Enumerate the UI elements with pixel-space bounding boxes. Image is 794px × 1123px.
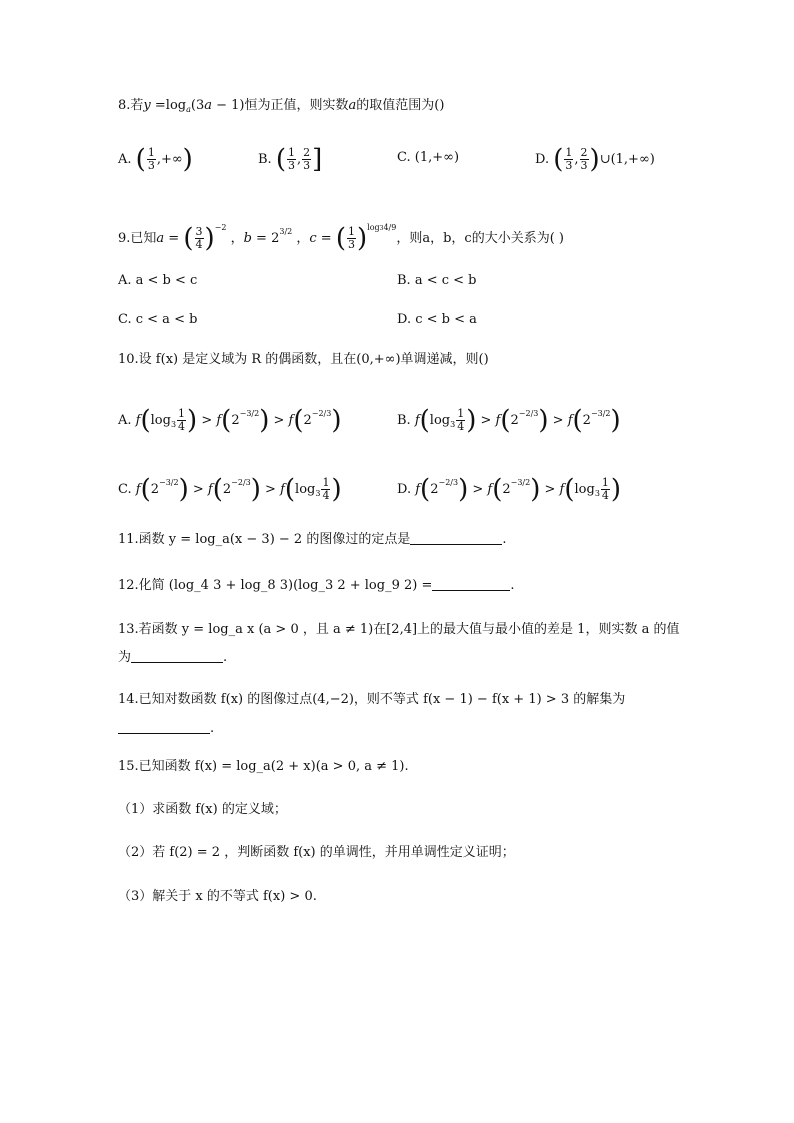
- question-14-line-1: 14.已知对数函数 f(x) 的图像过点(4,−2)，则不等式 f(x − 1) − f(x + 1) > 3 的解集为: [118, 692, 626, 707]
- q9-option-d[interactable]: D. c < b < a: [397, 312, 477, 327]
- question-13-line-1: 13.若函数 y = log_a x (a > 0 ，且 a ≠ 1)在[2,4]上的最大值与最小值的差是 1，则实数 a 的值: [118, 622, 680, 637]
- question-15-part-3: （3）解关于 x 的不等式 f(x) > 0.: [118, 889, 317, 904]
- question-12-stem: 12.化简 (log_4 3 + log_8 3)(log_3 2 + log_9 2) = .: [118, 578, 515, 593]
- q13-answer-blank[interactable]: [131, 648, 223, 663]
- q9-option-a[interactable]: A. a < b < c: [118, 273, 198, 288]
- q8-option-d[interactable]: D. ( $\frac{1}{3}$ , $\frac{2}{3}$ )∪(1,+∞): [535, 144, 655, 175]
- q10-option-c[interactable]: C. $f(2^{-3/2}) > f(2^{-2/3}) > f(\log_3$ $\frac{1}{4}$ ): [118, 474, 342, 505]
- question-11-stem: 11.函数 y = log_a(x − 3) − 2 的图像过的定点是 .: [118, 532, 507, 547]
- q8-option-c[interactable]: C. (1,+∞): [397, 150, 460, 165]
- q9-option-c[interactable]: C. c < a < b: [118, 312, 198, 327]
- q11-answer-blank[interactable]: [410, 530, 502, 545]
- question-8-stem: 8.若$y =\log_a(3a - 1)$恒为正值，则实数a的取值范围为(): [118, 98, 445, 114]
- question-13-line-2: 为 .: [118, 650, 228, 665]
- q8-option-a[interactable]: A. ( $\frac{1}{3}$ ,+∞): [118, 144, 193, 175]
- question-15-stem: 15.已知函数 f(x) = log_a(2 + x)(a > 0, a ≠ 1).: [118, 759, 409, 774]
- question-15-part-2: （2）若 f(2) = 2 ，判断函数 f(x) 的单调性，并用单调性定义证明；: [118, 845, 515, 860]
- q10-option-a[interactable]: A. $f(\log_3$ $\frac{1}{4}$ ) > $f(2^{-3/2}) > f(2^{-2/3})$: [118, 405, 342, 436]
- question-9-stem: 9.已知a = ( $\frac{3}{4}$ )$^{-2}$ ，$b = 2^{3/2}$ ，c = ( $\frac{1}{3}$ )$^{log34/9}$，则a，b，c的大小关系为( ): [118, 223, 564, 254]
- question-10-stem: 10.设 f(x) 是定义域为 R 的偶函数，且在(0,+∞)单调递减，则(): [118, 352, 489, 367]
- question-14-line-2: .: [118, 719, 734, 739]
- q14-answer-blank[interactable]: [118, 719, 210, 734]
- question-15-part-1: （1）求函数 f(x) 的定义域；: [118, 802, 287, 817]
- q10-option-d[interactable]: D. $f(2^{-2/3}) > f(2^{-3/2}) > f(\log_3$ $\frac{1}{4}$ ): [397, 474, 622, 505]
- q8-option-b[interactable]: B. ( $\frac{1}{3}$ , $\frac{2}{3}$ ]: [258, 144, 323, 175]
- q12-answer-blank[interactable]: [432, 576, 510, 591]
- q9-option-b[interactable]: B. a < c < b: [397, 273, 477, 288]
- q10-option-b[interactable]: B. $f(\log_3$ $\frac{1}{4}$ ) > $f(2^{-2/3}) > f(2^{-3/2})$: [397, 405, 621, 436]
